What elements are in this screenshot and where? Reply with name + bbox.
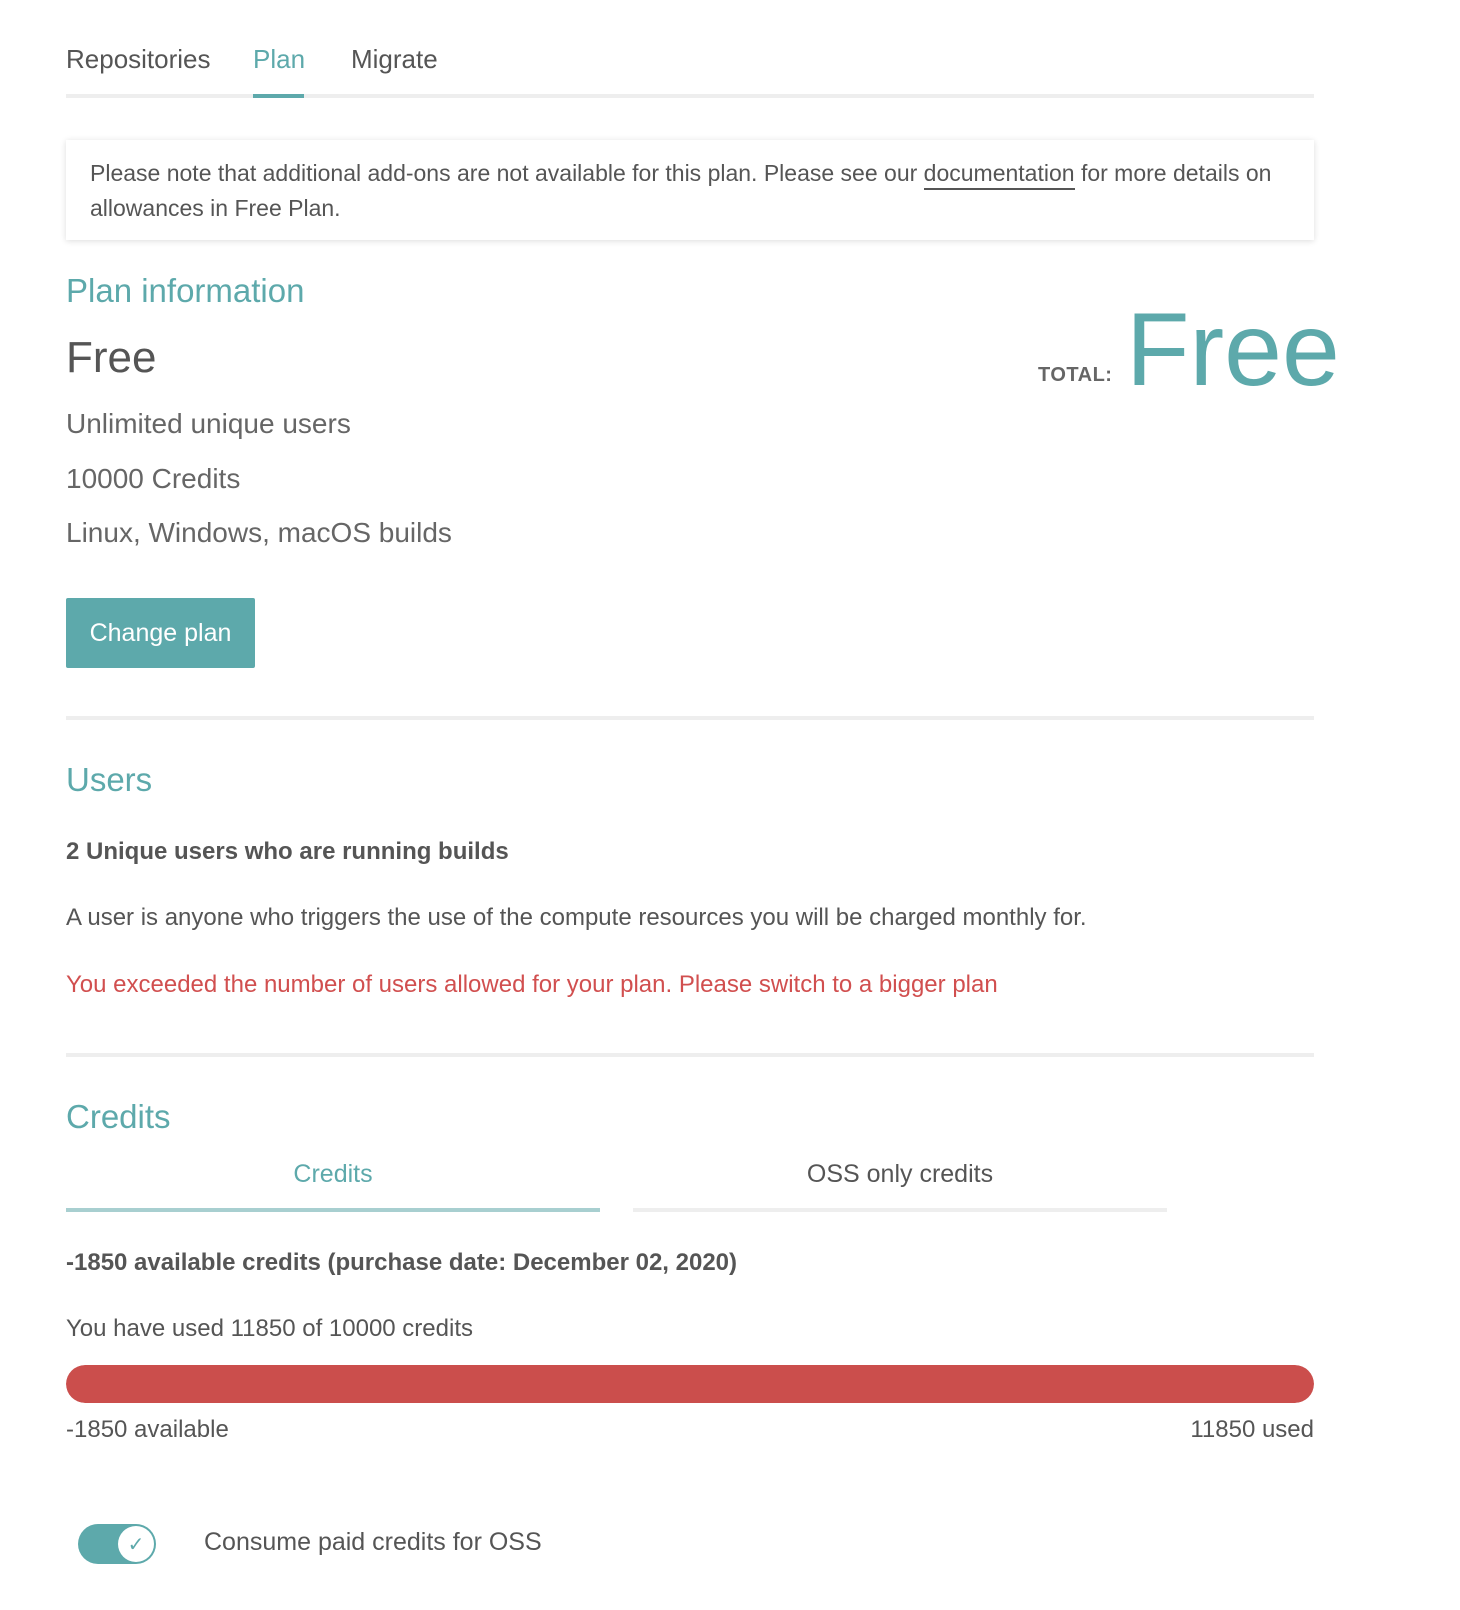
section-divider	[66, 716, 1314, 720]
tab-plan[interactable]: Plan	[253, 44, 306, 74]
documentation-link[interactable]: documentation	[924, 160, 1075, 190]
toggle-knob	[118, 1526, 154, 1562]
credits-usage-text: You have used 11850 of 10000 credits	[66, 1315, 473, 1342]
tab-oss-only-credits[interactable]: OSS only credits	[806, 1160, 994, 1188]
plan-information-title: Plan information	[66, 272, 305, 309]
total-value: Free	[1126, 292, 1340, 408]
consume-paid-credits-label: Consume paid credits for OSS	[204, 1528, 542, 1556]
used-label: 11850 used	[1190, 1416, 1314, 1443]
plan-feature-os: Linux, Windows, macOS builds	[66, 517, 452, 548]
available-credits-header: -1850 available credits (purchase date: December 02, 2020)	[66, 1249, 738, 1276]
plan-name: Free	[66, 333, 157, 382]
consume-paid-credits-toggle[interactable]	[78, 1524, 156, 1564]
notice-text-after: for more details on allowances in Free Plan.	[90, 160, 1272, 221]
available-label: -1850 available	[66, 1416, 229, 1443]
plan-feature-credits: 10000 Credits	[66, 463, 241, 494]
users-title: Users	[66, 761, 153, 798]
notice-text-before: Please note that additional add-ons are not available for this plan. Please see our	[90, 160, 924, 186]
change-plan-button[interactable]: Change plan	[66, 598, 255, 668]
credits-progress-fill	[66, 1365, 1314, 1403]
plan-feature-users: Unlimited unique users	[66, 408, 351, 439]
credits-title: Credits	[66, 1098, 171, 1135]
unique-users-count: 2 Unique users who are running builds	[66, 838, 509, 865]
addons-notice	[66, 140, 1314, 240]
users-description: A user is anyone who triggers the use of the compute resources you will be charged monthly for.	[66, 904, 1087, 931]
tab-credits-underline	[66, 1208, 600, 1212]
tab-oss-underline	[633, 1208, 1167, 1212]
credits-progress-bar	[66, 1365, 1314, 1403]
users-exceeded-warning: You exceeded the number of users allowed for your plan. Please switch to a bigger plan	[66, 971, 998, 998]
tab-repositories[interactable]: Repositories	[66, 44, 211, 74]
check-icon: ✓	[127, 1533, 145, 1556]
tab-credits[interactable]: Credits	[293, 1160, 373, 1188]
tab-migrate[interactable]: Migrate	[351, 44, 438, 74]
total-label: TOTAL:	[1038, 364, 1113, 386]
section-divider	[66, 1053, 1314, 1057]
tab-plan-underline	[253, 94, 304, 98]
